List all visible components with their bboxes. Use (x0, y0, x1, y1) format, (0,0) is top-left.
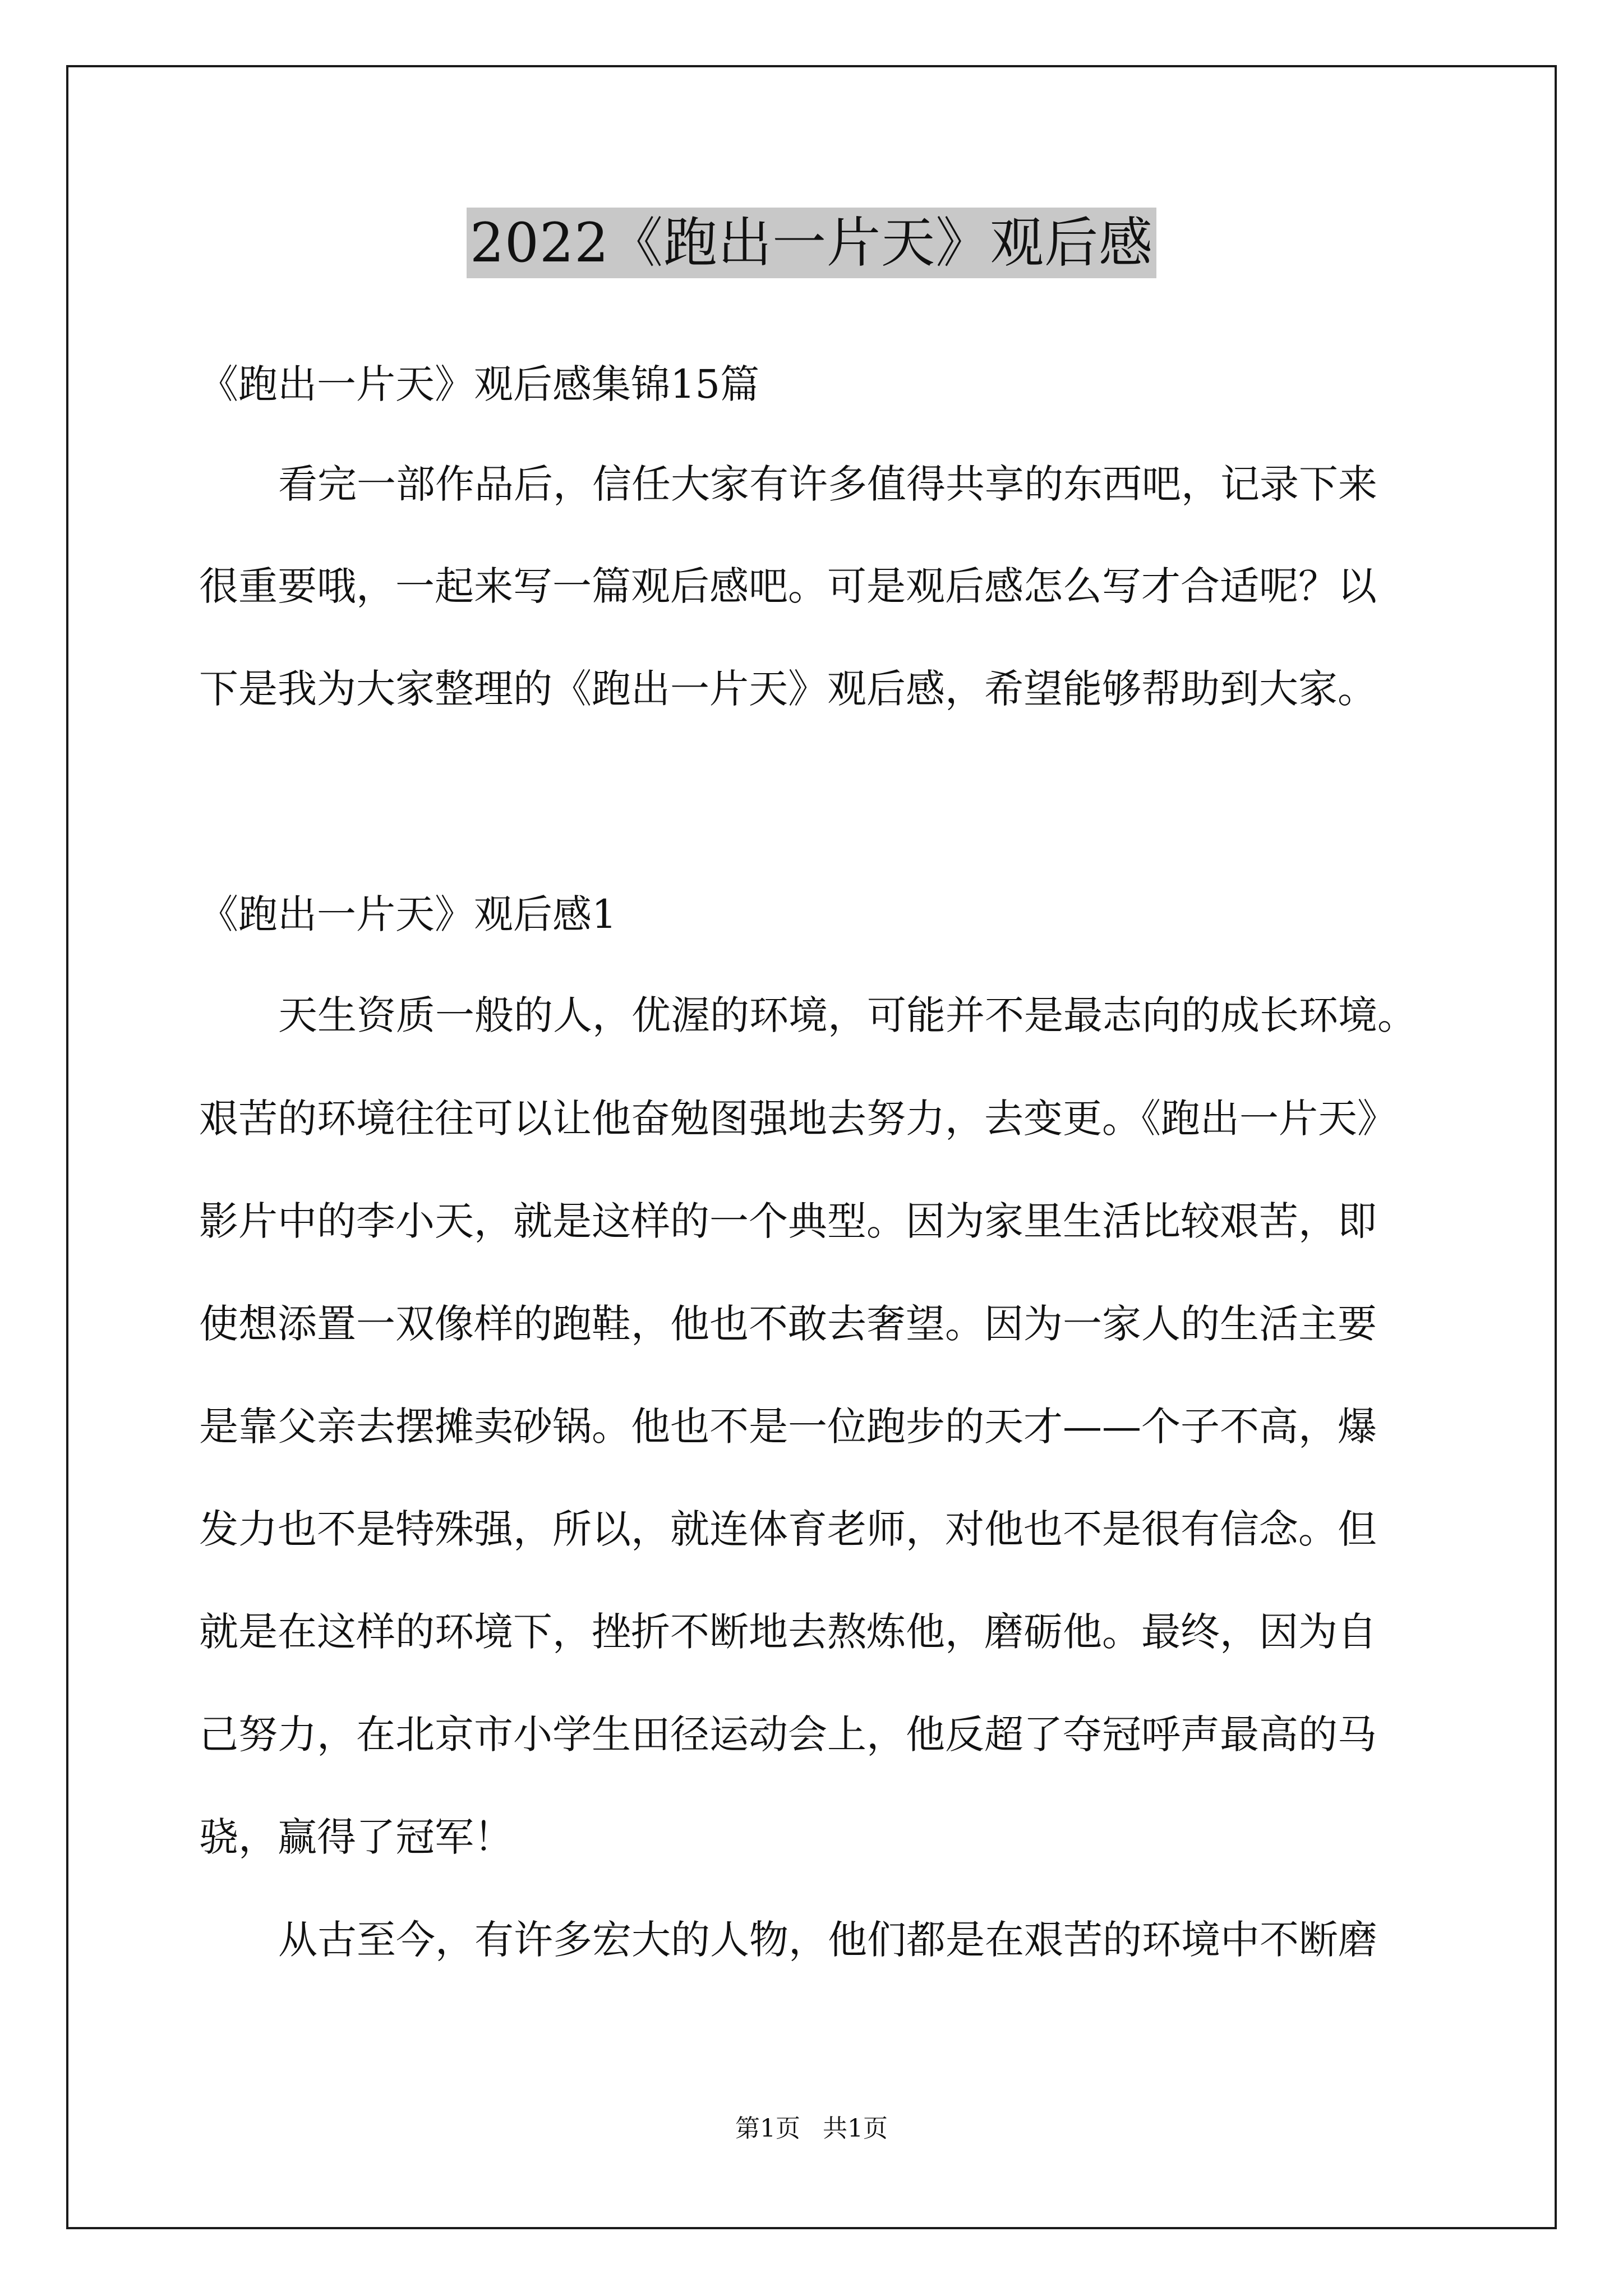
intro-paragraph-line: 很重要哦，一起来写一篇观后感吧。可是观后感怎么写才合适呢？以 (199, 563, 1377, 609)
intro-paragraph-line: 看完一部作品后，信任大家有许多值得共享的东西吧，记录下来 (278, 461, 1377, 507)
body-paragraph-line: 发力也不是特殊强，所以，就连体育老师，对他也不是很有信念。但 (199, 1506, 1377, 1552)
body-paragraph-line: 艰苦的环境往往可以让他奋勉图强地去努力，去变更。《跑出一片天》 (199, 1096, 1396, 1142)
body-paragraph-line: 影片中的李小天，就是这样的一个典型。因为家里生活比较艰苦，即 (199, 1198, 1377, 1244)
intro-paragraph-line: 下是我为大家整理的《跑出一片天》观后感，希望能够帮助到大家。 (199, 666, 1377, 712)
section-heading: 《跑出一片天》观后感1 (199, 891, 617, 937)
body-paragraph-line: 天生资质一般的人，优渥的环境，可能并不是最志向的成长环境。 (278, 992, 1417, 1038)
body-paragraph-line: 己努力，在北京市小学生田径运动会上，他反超了夺冠呼声最高的马 (199, 1711, 1377, 1757)
body-paragraph-line: 就是在这样的环境下，挫折不断地去熬炼他，磨砺他。最终，因为自 (199, 1609, 1377, 1655)
page-total: 共1页 (823, 2114, 888, 2143)
body-paragraph-line: 是靠父亲去摆摊卖砂锅。他也不是一位跑步的天才——个子不高，爆 (199, 1404, 1377, 1450)
page-number: 第1页 (735, 2114, 800, 2143)
page-footer (0, 2112, 1623, 2146)
title-container (0, 208, 1623, 278)
body-paragraph-line: 骁，赢得了冠军！ (199, 1814, 513, 1860)
document-title: 2022《跑出一片天》观后感 (467, 208, 1156, 278)
body-paragraph-line: 从古至今，有许多宏大的人物，他们都是在艰苦的环境中不断磨 (278, 1917, 1377, 1963)
body-paragraph-line: 使想添置一双像样的跑鞋，他也不敢去奢望。因为一家人的生活主要 (199, 1301, 1377, 1347)
document-subtitle: 《跑出一片天》观后感集锦15篇 (199, 361, 760, 407)
